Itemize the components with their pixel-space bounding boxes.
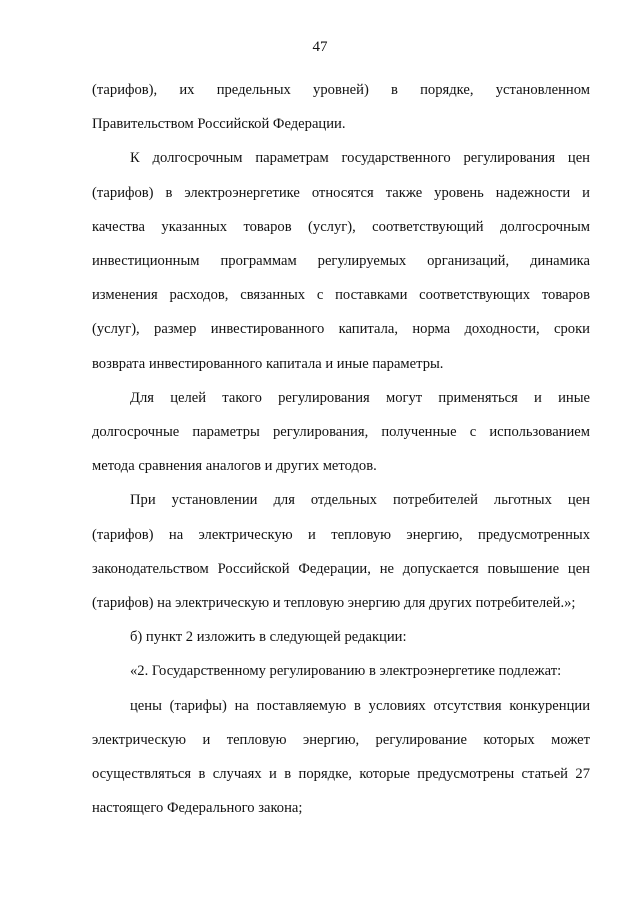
text-line: электрическую и тепловую энергию, регулирование которых может	[92, 731, 590, 748]
text-line: (тарифов) в электроэнергетике относятся также уровень надежности и	[92, 184, 590, 201]
paragraph	[92, 689, 590, 826]
text-line: (тарифов) на электрическую и тепловую энергию, предусмотренных	[92, 526, 590, 543]
text-line: (тарифов), их предельных уровней) в порядке, установленном	[92, 82, 590, 98]
text-line: законодательством Российской Федерации, не допускается повышение цен	[92, 560, 590, 577]
text-line: Правительством Российской Федерации.	[92, 116, 346, 133]
text-line: К долгосрочным параметрам государственного регулирования цен	[130, 150, 590, 167]
paragraph	[92, 381, 590, 484]
paragraph	[92, 620, 590, 654]
text-line: качества указанных товаров (услуг), соответствующий долгосрочным	[92, 218, 590, 235]
paragraph	[92, 141, 590, 380]
text-line: (услуг), размер инвестированного капитала, норма доходности, сроки	[92, 321, 590, 338]
text-line: «2. Государственному регулированию в электроэнергетике подлежат:	[130, 663, 562, 680]
text-line: возврата инвестированного капитала и иные параметры.	[92, 355, 444, 372]
text-line: долгосрочные параметры регулирования, полученные с использованием	[92, 424, 590, 441]
document-body	[92, 73, 590, 825]
text-line: цены (тарифы) на поставляемую в условиях отсутствия конкуренции	[130, 697, 590, 714]
paragraph	[92, 654, 590, 688]
text-line: осуществляться в случаях и в порядке, которые предусмотрены статьей 27	[92, 766, 590, 783]
text-line: б) пункт 2 изложить в следующей редакции:	[130, 629, 407, 646]
paragraph	[92, 73, 590, 141]
text-line: Для целей такого регулирования могут применяться и иные	[130, 389, 590, 406]
text-line: При установлении для отдельных потребителей льготных цен	[130, 492, 590, 509]
text-line: инвестиционным программам регулируемых организаций, динамика	[92, 253, 590, 270]
text-line: (тарифов) на электрическую и тепловую энергию для других потребителей.»;	[92, 595, 576, 612]
text-line: метода сравнения аналогов и других методов.	[92, 458, 377, 475]
paragraph	[92, 483, 590, 620]
text-line: настоящего Федерального закона;	[92, 800, 303, 817]
page-number: 47	[312, 39, 328, 55]
text-line: изменения расходов, связанных с поставками соответствующих товаров	[92, 287, 590, 304]
